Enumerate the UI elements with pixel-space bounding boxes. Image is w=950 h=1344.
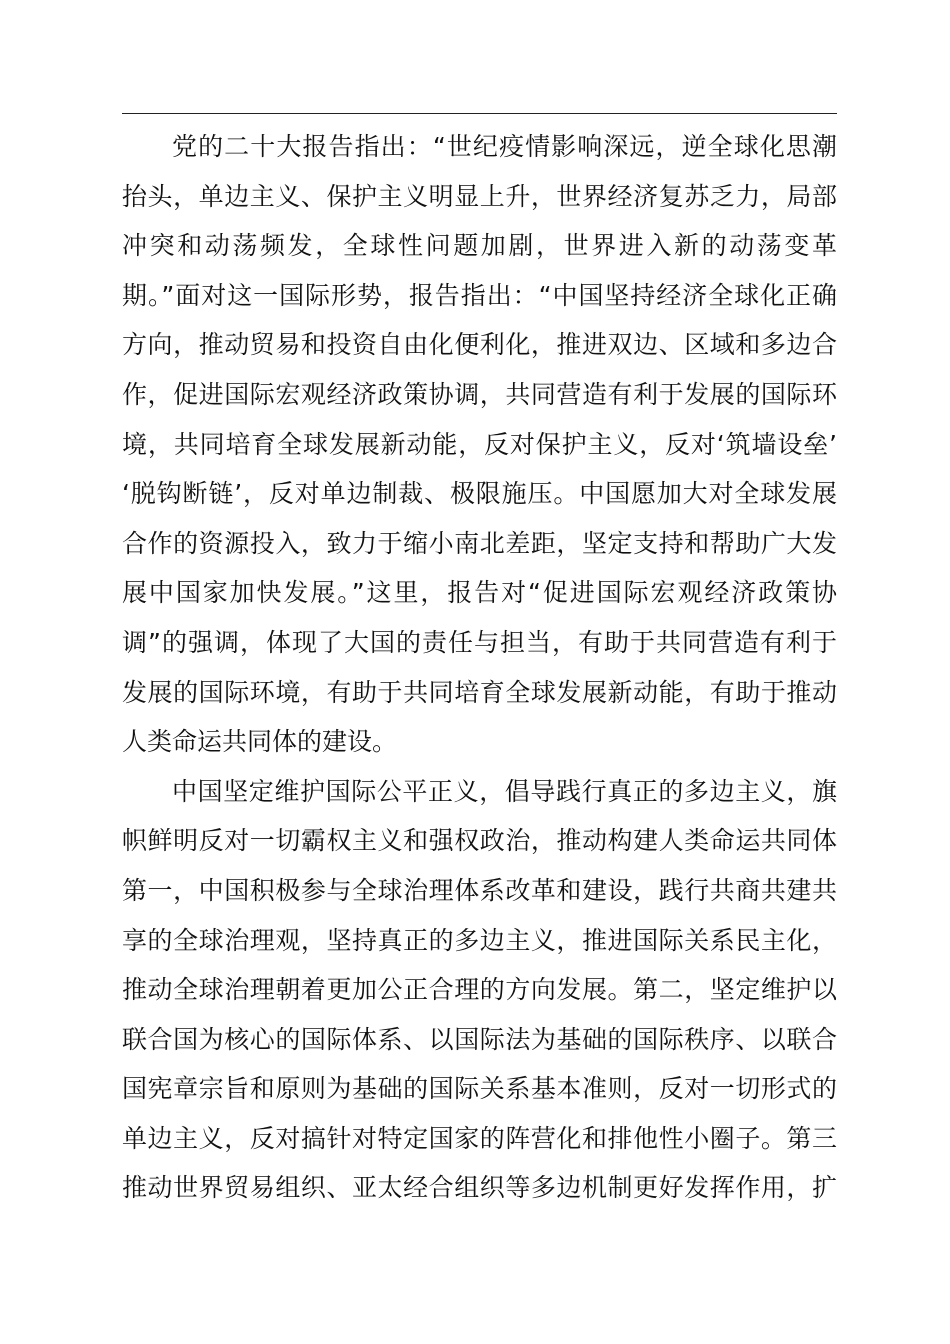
- header-rule: [122, 113, 837, 114]
- paragraph-2-line-1: 中国坚定维护国际公平正义，倡导践行真正的多边主义，旗: [172, 776, 837, 806]
- paragraph-1-line-10: 展中国家加快发展。”这里，报告对“促进国际宏观经济政策协: [122, 578, 837, 608]
- paragraph-2-line-5: 推动全球治理朝着更加公正合理的方向发展。第二，坚定维护以: [122, 975, 837, 1005]
- paragraph-1-line-4: 期。”面对这一国际形势，报告指出：“中国坚持经济全球化正确: [122, 280, 837, 310]
- paragraph-1-line-6: 作，促进国际宏观经济政策协调，共同营造有利于发展的国际环: [122, 379, 837, 409]
- paragraph-2-line-3: 第一，中国积极参与全球治理体系改革和建设，践行共商共建共: [122, 875, 837, 905]
- paragraph-2-line-8: 单边主义，反对搞针对特定国家的阵营化和排他性小圈子。第三: [122, 1123, 837, 1153]
- paragraph-1-line-8: ‘脱钩断链’，反对单边制裁、极限施压。中国愿加大对全球发展: [122, 479, 837, 509]
- paragraph-1-line-11: 调”的强调，体现了大国的责任与担当，有助于共同营造有利于: [122, 627, 837, 657]
- paragraph-1-line-9: 合作的资源投入，致力于缩小南北差距，坚定支持和帮助广大发: [122, 528, 837, 558]
- paragraph-2-line-2: 帜鲜明反对一切霸权主义和强权政治，推动构建人类命运共同体: [122, 826, 837, 856]
- paragraph-2-line-6: 联合国为核心的国际体系、以国际法为基础的国际秩序、以联合: [122, 1024, 837, 1054]
- paragraph-2-line-4: 享的全球治理观，坚持真正的多边主义，推进国际关系民主化，: [122, 925, 837, 955]
- paragraph-1-line-2: 抬头，单边主义、保护主义明显上升，世界经济复苏乏力，局部: [122, 181, 837, 211]
- paragraph-1-line-1: 党的二十大报告指出：“世纪疫情影响深远，逆全球化思潮: [172, 132, 837, 161]
- paragraph-1-line-5: 方向，推动贸易和投资自由化便利化，推进双边、区域和多边合: [122, 330, 837, 360]
- paragraph-1-line-7: 境，共同培育全球发展新动能，反对保护主义，反对‘筑墙设垒’: [122, 429, 837, 459]
- paragraph-2-line-9: 推动世界贸易组织、亚太经合组织等多边机制更好发挥作用，扩: [122, 1173, 837, 1203]
- body-text: [122, 122, 837, 1213]
- paragraph-2-line-7: 国宪章宗旨和原则为基础的国际关系基本准则，反对一切形式的: [122, 1074, 837, 1104]
- paragraph-1-line-12: 发展的国际环境，有助于共同培育全球发展新动能，有助于推动: [122, 677, 837, 707]
- paragraph-1-line-3: 冲突和动荡频发，全球性问题加剧，世界进入新的动荡变革: [122, 231, 837, 261]
- paragraph-1-line-13: 人类命运共同体的建设。: [122, 727, 398, 757]
